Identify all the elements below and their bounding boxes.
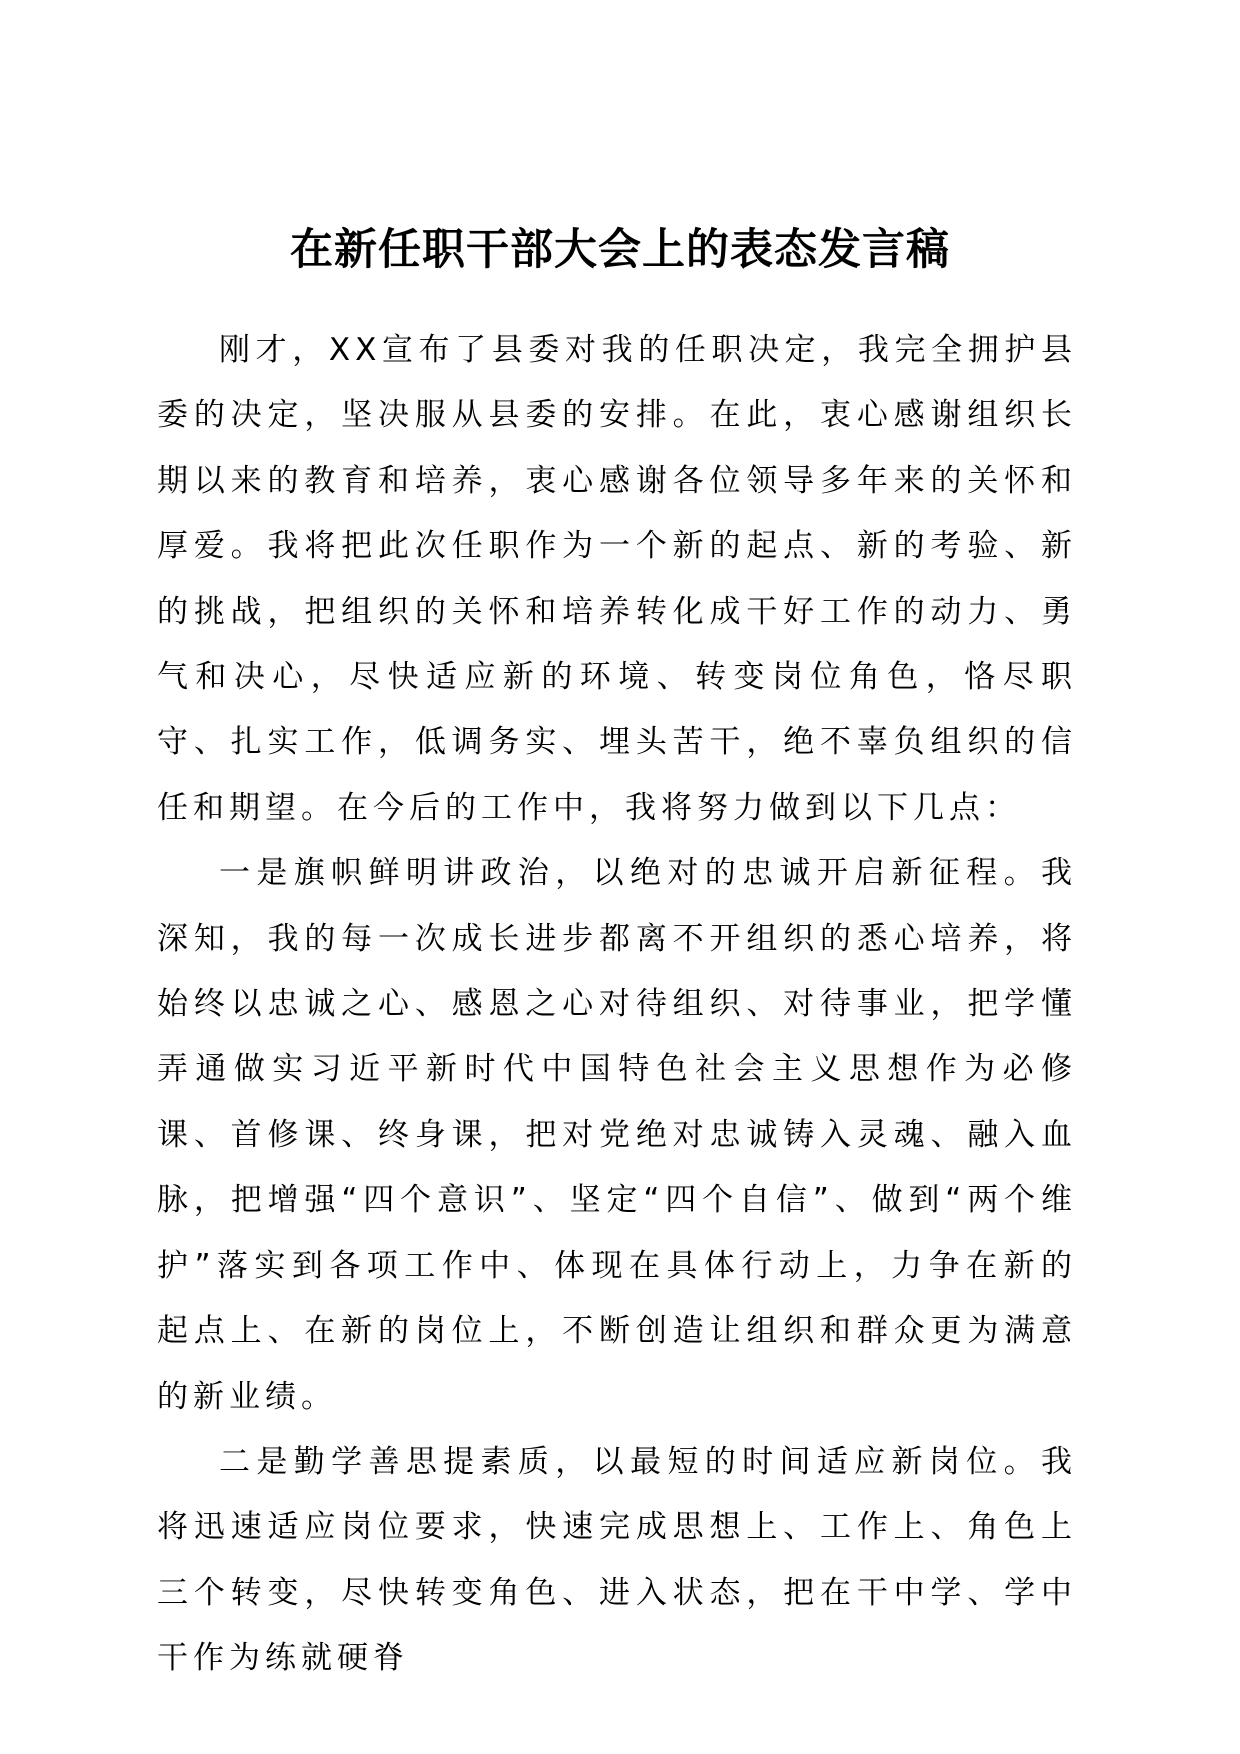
paragraph-intro: 刚才，XX宣布了县委对我的任职决定，我完全拥护县委的决定，坚决服从县委的安排。在此，衷心感谢组织长期以来的教育和培养，衷心感谢各位领导多年来的关怀和厚爱。我将把此次任职作为一个新的起点、新的考验、新的挑战，把组织的关怀和培养转化成干好工作的动力、勇气和决心，尽快适应新的环境、转变岗位角色，恪尽职守、扎实工作，低调务实、埋头苦干，绝不辜负组织的信任和期望。在今后的工作中，我将努力做到以下几点： xyxy=(157,332,1077,826)
paragraph-point-one: 一是旗帜鲜明讲政治，以绝对的忠诚开启新征程。我深知，我的每一次成长进步都离不开组织的悉心培养，将始终以忠诚之心、感恩之心对待组织、对待事业，把学懂弄通做实习近平新时代中国特色社会主义思想作为必修课、首修课、终身课，把对党绝对忠诚铸入灵魂、融入血脉，把增强“四个意识”、坚定“四个自信”、做到“两个维护”落实到各项工作中、体现在具体行动上，力争在新的起点上、在新的岗位上，不断创造让组织和群众更为满意的新业绩。 xyxy=(157,855,1077,1415)
paragraph-point-two: 二是勤学善思提素质，以最短的时间适应新岗位。我将迅速适应岗位要求，快速完成思想上、工作上、角色上三个转变，尽快转变角色、进入状态，把在干中学、学中干作为练就硬脊 xyxy=(157,1443,1077,1677)
document-body xyxy=(157,318,1077,1692)
document-title: 在新任职干部大会上的表态发言稿 xyxy=(290,225,950,275)
